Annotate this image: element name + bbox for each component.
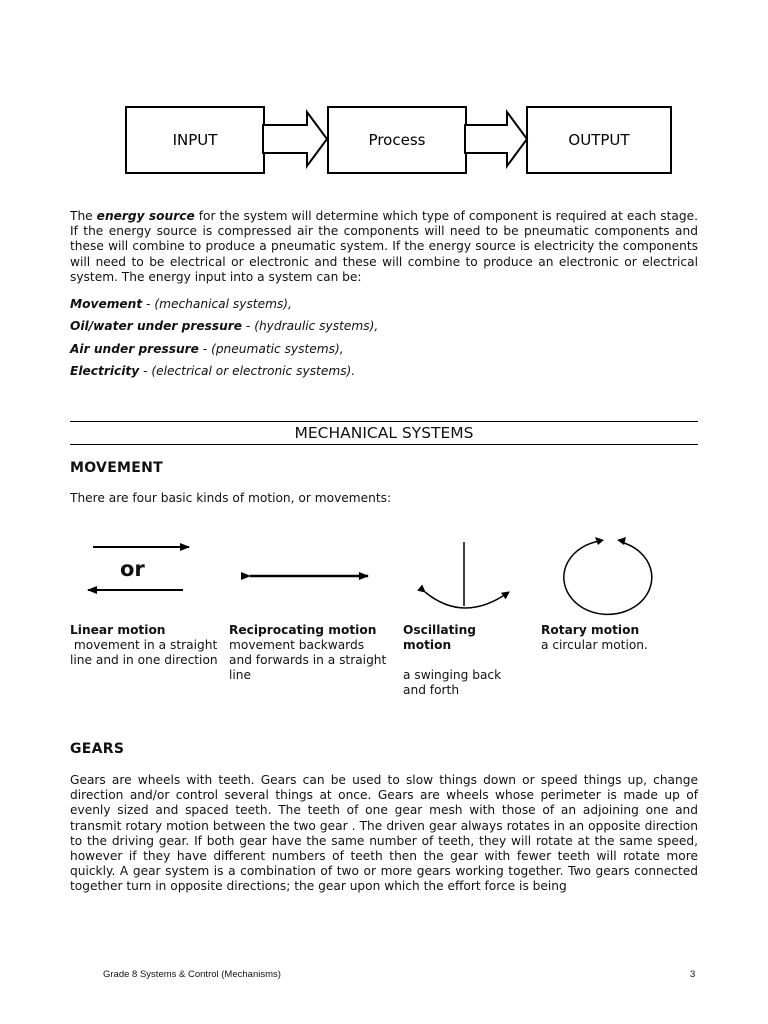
energy-source-term: energy source <box>96 209 195 223</box>
output-label: OUTPUT <box>568 131 630 149</box>
rotary-motion-text: Rotary motion a circular motion. <box>541 623 648 652</box>
oscillating-arc-icon <box>425 592 509 608</box>
or-label: or <box>120 557 145 581</box>
energy-input-item: Movement - (mechanical systems), <box>70 297 292 311</box>
movement-heading: MOVEMENT <box>70 460 164 476</box>
gears-heading: GEARS <box>70 741 125 757</box>
input-to-process-arrow-icon <box>263 112 327 166</box>
reciprocating-motion-text: Reciprocating motion movement backwards and forwards in a straight line <box>229 623 387 682</box>
section-title: MECHANICAL SYSTEMS <box>294 424 474 442</box>
rotary-circle-icon <box>564 541 652 614</box>
energy-input-item: Air under pressure - (pneumatic systems), <box>70 342 344 356</box>
gears-paragraph: Gears are wheels with teeth. Gears can be used to slow things down or speed things up, change direction and/or control several things at once. Gears are wheels whose perimeter is made up of evenly sized and spaced teeth. The teeth of one gear mesh with those of an adjoining one and transmit rotary motion between the two gear . The driven gear always rotates in an opposite direction to the driving gear. If both gear have the same number of teeth, they will rotate at the same speed, however if they have different numbers of teeth then the gear with fewer teeth will rotate more quickly. A gear system is a combination of two or more gears working together. Two gears connected together turn in opposite directions; the gear upon which the effort force is being <box>70 773 698 894</box>
process-label: Process <box>368 131 426 149</box>
energy-source-paragraph: The energy source for the system will determine which type of component is required at each stage. If the energy source is compressed air the components will need to be pneumatic components and these will combine to produce a pneumatic system. If the energy source is electricity the components will need to be electrical or electronic and these will combine to produce an electronic or electrical system. The energy input into a system can be: <box>70 209 698 284</box>
section-rule-top <box>70 421 698 422</box>
oscillating-motion-text: Oscillating motion a swinging back and forth <box>403 623 502 697</box>
section-rule-bottom <box>70 444 698 445</box>
page-number: 3 <box>690 969 696 980</box>
energy-input-item: Oil/water under pressure - (hydraulic systems), <box>70 319 379 333</box>
linear-motion-text: Linear motion movement in a straight line and in one direction <box>70 623 222 667</box>
energy-input-item: Electricity - (electrical or electronic systems). <box>70 364 356 378</box>
movement-intro: There are four basic kinds of motion, or movements: <box>70 491 392 505</box>
flow-arrows <box>0 0 768 200</box>
process-to-output-arrow-icon <box>465 112 527 166</box>
input-label: INPUT <box>172 131 218 149</box>
motion-diagrams <box>0 520 768 625</box>
footer-title: Grade 8 Systems & Control (Mechanisms) <box>103 969 281 980</box>
